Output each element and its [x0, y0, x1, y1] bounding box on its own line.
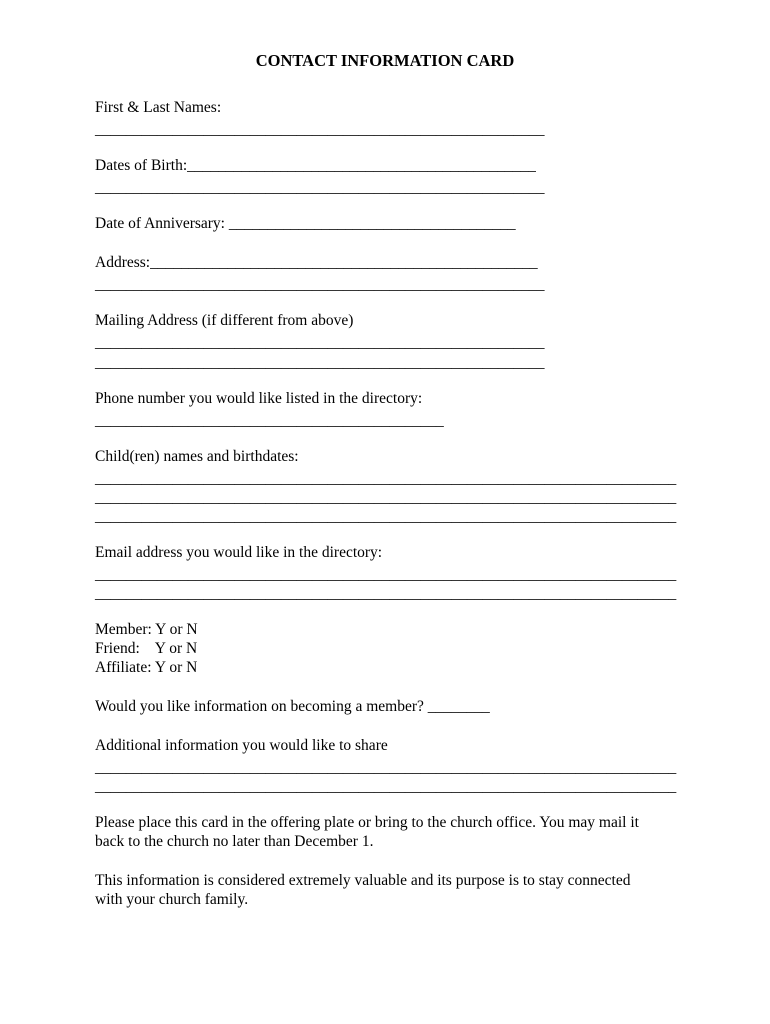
- instructions-line-1: Please place this card in the offering plate or bring to the church office. You may mail it: [95, 814, 639, 831]
- anniversary-field[interactable]: Date of Anniversary: _____________________________________: [95, 215, 516, 232]
- birth-field-extra[interactable]: __________________________________________________________: [95, 179, 545, 196]
- email-field-1[interactable]: ___________________________________________________________________________: [95, 566, 677, 583]
- children-field-2[interactable]: ___________________________________________________________________________: [95, 489, 677, 506]
- address-field-extra[interactable]: __________________________________________________________: [95, 276, 545, 293]
- birth-field[interactable]: Dates of Birth:_____________________________________________: [95, 157, 536, 174]
- mailing-field-2[interactable]: __________________________________________________________: [95, 354, 545, 371]
- children-label: Child(ren) names and birthdates:: [95, 448, 299, 465]
- names-field[interactable]: __________________________________________________________: [95, 121, 545, 138]
- instructions-line-2: back to the church no later than December 1.: [95, 833, 374, 850]
- names-label: First & Last Names:: [95, 99, 222, 116]
- additional-field-1[interactable]: ___________________________________________________________________________: [95, 759, 677, 776]
- email-label: Email address you would like in the directory:: [95, 544, 383, 561]
- mailing-label: Mailing Address (if different from above): [95, 312, 354, 329]
- additional-label: Additional information you would like to share: [95, 737, 388, 754]
- purpose-line-2: with your church family.: [95, 891, 249, 908]
- phone-label: Phone number you would like listed in the directory:: [95, 390, 423, 407]
- phone-field[interactable]: _____________________________________________: [95, 412, 444, 429]
- additional-field-2[interactable]: ___________________________________________________________________________: [95, 778, 677, 795]
- page-title: CONTACT INFORMATION CARD: [255, 51, 515, 70]
- affiliate-option[interactable]: Affiliate: Y or N: [95, 659, 198, 676]
- purpose-line-1: This information is considered extremely valuable and its purpose is to stay connected: [95, 872, 631, 889]
- address-field[interactable]: Address:__________________________________________________: [95, 254, 538, 271]
- membership-question[interactable]: Would you like information on becoming a member? ________: [95, 698, 490, 715]
- mailing-field-1[interactable]: __________________________________________________________: [95, 334, 545, 351]
- email-field-2[interactable]: ___________________________________________________________________________: [95, 585, 677, 602]
- children-field-1[interactable]: ___________________________________________________________________________: [95, 470, 677, 487]
- member-option[interactable]: Member: Y or N: [95, 621, 198, 638]
- friend-option[interactable]: Friend: Y or N: [95, 640, 198, 657]
- children-field-3[interactable]: ___________________________________________________________________________: [95, 508, 677, 525]
